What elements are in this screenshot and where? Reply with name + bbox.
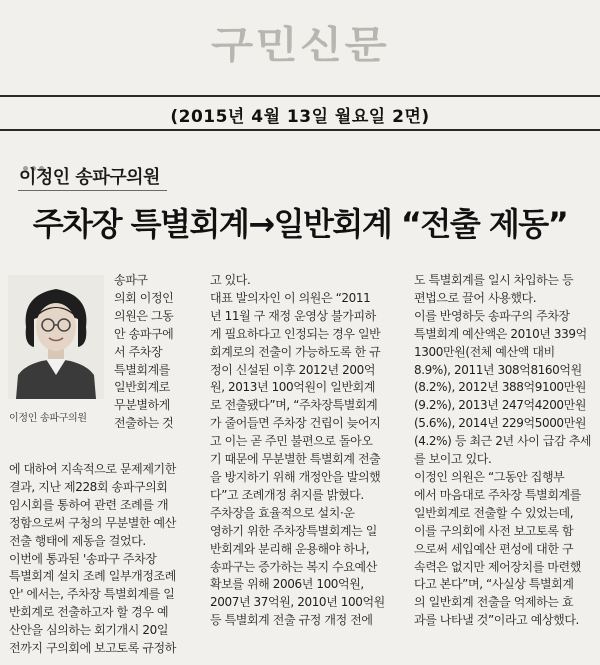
article-text-line: 주차장을 효율적으로 설치·운 [210,505,355,520]
article-text-line: 로 전출됐다”며, “주차장특별회계 [210,398,378,413]
article-text-line: (5.6%), 2014년 229억5000만원 [414,416,587,431]
article-text-line: 이정인 의원은 “그동안 집행부 [414,469,565,484]
article-text-line: (8.2%), 2012년 388억9100만원 [414,380,587,395]
article-text-line: 을 방지하기 위해 개정안을 발의했 [210,469,381,484]
article-text-line: 기 때문에 무분별한 특별회계 전출 [210,452,381,467]
article-text-line: (9.2%), 2013년 247억4200만원 [414,398,587,413]
article-text-line: 전출하는 것 [114,416,174,431]
article-text-line: 게 필요하다고 인정되는 경우 일반 [210,326,381,341]
article-text-line: 가 줄어들면 주차장 건립이 늦어지 [210,416,381,431]
article-text-line: 특별회계를 [114,362,170,377]
article-text-line: 정이 신설된 이후 2012년 200억 [210,362,376,377]
article-text-line: 전까지 구의회에 보고토록 규정하 [9,641,176,656]
article-text-line: 2007년 37억원, 2010년 100억원 [210,595,385,610]
article-text-line: (4.2%) 등 최근 2년 사이 급감 추세 [414,434,592,449]
article-text-line: 의원은 그동 [114,308,174,323]
divider-bottom [0,129,600,131]
article-text-line: 일반회계로 [114,380,170,395]
author-photo [8,275,104,399]
article-text-line: 과를 나타낼 것”이라고 예상했다. [414,613,579,628]
article-text-line: 정함으로써 구청의 무분별한 예산 [9,515,176,530]
article-text-line: 의회 이정인 [114,290,174,305]
article-text-line: 영하기 위한 주차장특별회계는 일 [210,523,377,538]
article-column-3 [414,272,600,630]
byline-underline [18,190,167,191]
article-text-line: 의 일반회계 전출을 억제하는 효 [414,595,574,610]
article-text-line: 8.9%), 2011년 308억8160억원 [414,362,582,377]
article-text-line: 이번에 통과된 '송파구 주차장 [9,551,157,566]
newspaper-logo: 구민신문 [210,22,390,67]
article-text-line: 송파구는 증가하는 복지 수요예산 [210,559,377,574]
dateline: (2015년 4월 13일 월요일 2면) [170,107,430,127]
article-text-line: 원, 2013년 100억원이 일반회계 [210,380,376,395]
article-column-1-top [114,272,201,433]
article-text-line: 1300만원(전체 예산액 대비 [414,344,555,359]
article-text-line: 에서 마음대로 주차장 특별회계를 [414,487,581,502]
article-text-line: 반회계로 전출하고자 할 경우 예 [9,605,169,620]
article-text-line: 송파구 [114,273,148,287]
article-text-line: 등 특별회계 전출 규정 개정 전에 [210,613,373,628]
article-text-line: 전출 행태에 제동을 걸었다. [9,533,146,548]
byline: 이정인 송파구의원 [19,167,160,188]
divider-top [0,95,600,97]
article-text-line: 다”고 조례개정 취지를 밝혔다. [210,487,364,502]
article-text-line: 특별회계 설치 조례 일부개정조례 [9,569,176,584]
article-text-line: 확보를 위해 2006년 100억원, [210,577,364,592]
article-text-line: 반회계와 분리해 운용해야 하나, [210,541,370,556]
article-text-line: 편법으로 끌어 사용했다. [414,290,537,305]
article-text-line: 이를 구의회에 사전 보고토록 함 [414,523,574,538]
article-text-line: 도 특별회계를 일시 차입하는 등 [414,273,574,287]
article-text-line: 결과, 지난 제228회 송파구의회 [9,479,168,494]
article-text-line: 산안을 심의하는 회기개시 20일 [9,623,169,638]
masthead [0,0,600,86]
article-column-1-bottom [9,461,201,658]
article-text-line: 이를 반영하듯 송파구의 주차장 [414,308,570,323]
article-text-line: 에 대하여 지속적으로 문제제기한 [9,462,176,476]
photo-caption: 이정인 송파구의원 [9,413,87,424]
article-text-line: 속력은 없지만 제어장치를 마련했 [414,559,581,574]
article-text-line: 특별회계 예산액은 2010년 339억 [414,326,587,341]
article-text-line: 를 보이고 있다. [414,452,492,467]
article-text-line: 서 주차장 [114,344,163,359]
article-text-line: 일반회계로 전출할 수 있었는데, [414,505,574,520]
article-text-line: 안' 에서는, 주차장 특별회계를 일 [9,587,175,602]
article-text-line: 안 송파구에 [114,326,174,341]
article-text-line: 고 있다. [210,273,251,287]
article-column-2 [210,272,402,630]
article-text-line: 다고 본다”며, “사실상 특별회계 [414,577,574,592]
article-text-line: 고 이는 곧 주민 불편으로 돌아오 [210,434,373,449]
article-text-line: 회계로의 전출이 가능하도록 한 규 [210,344,381,359]
article-text-line: 년 11월 구 재정 운영상 불가피하 [210,308,376,323]
article-text-line: 대표 발의자인 이 의원은 “2011 [210,290,371,305]
article-text-line: 으로써 세입예산 편성에 대한 구 [414,541,574,556]
article-text-line: 임시회를 통하여 관련 조례를 개 [9,497,169,512]
portrait-illustration [8,275,104,399]
article-headline: 주차장 특별회계→일반회계 “전출 제동” [32,205,568,243]
article-text-line: 무분별하게 [114,398,170,413]
